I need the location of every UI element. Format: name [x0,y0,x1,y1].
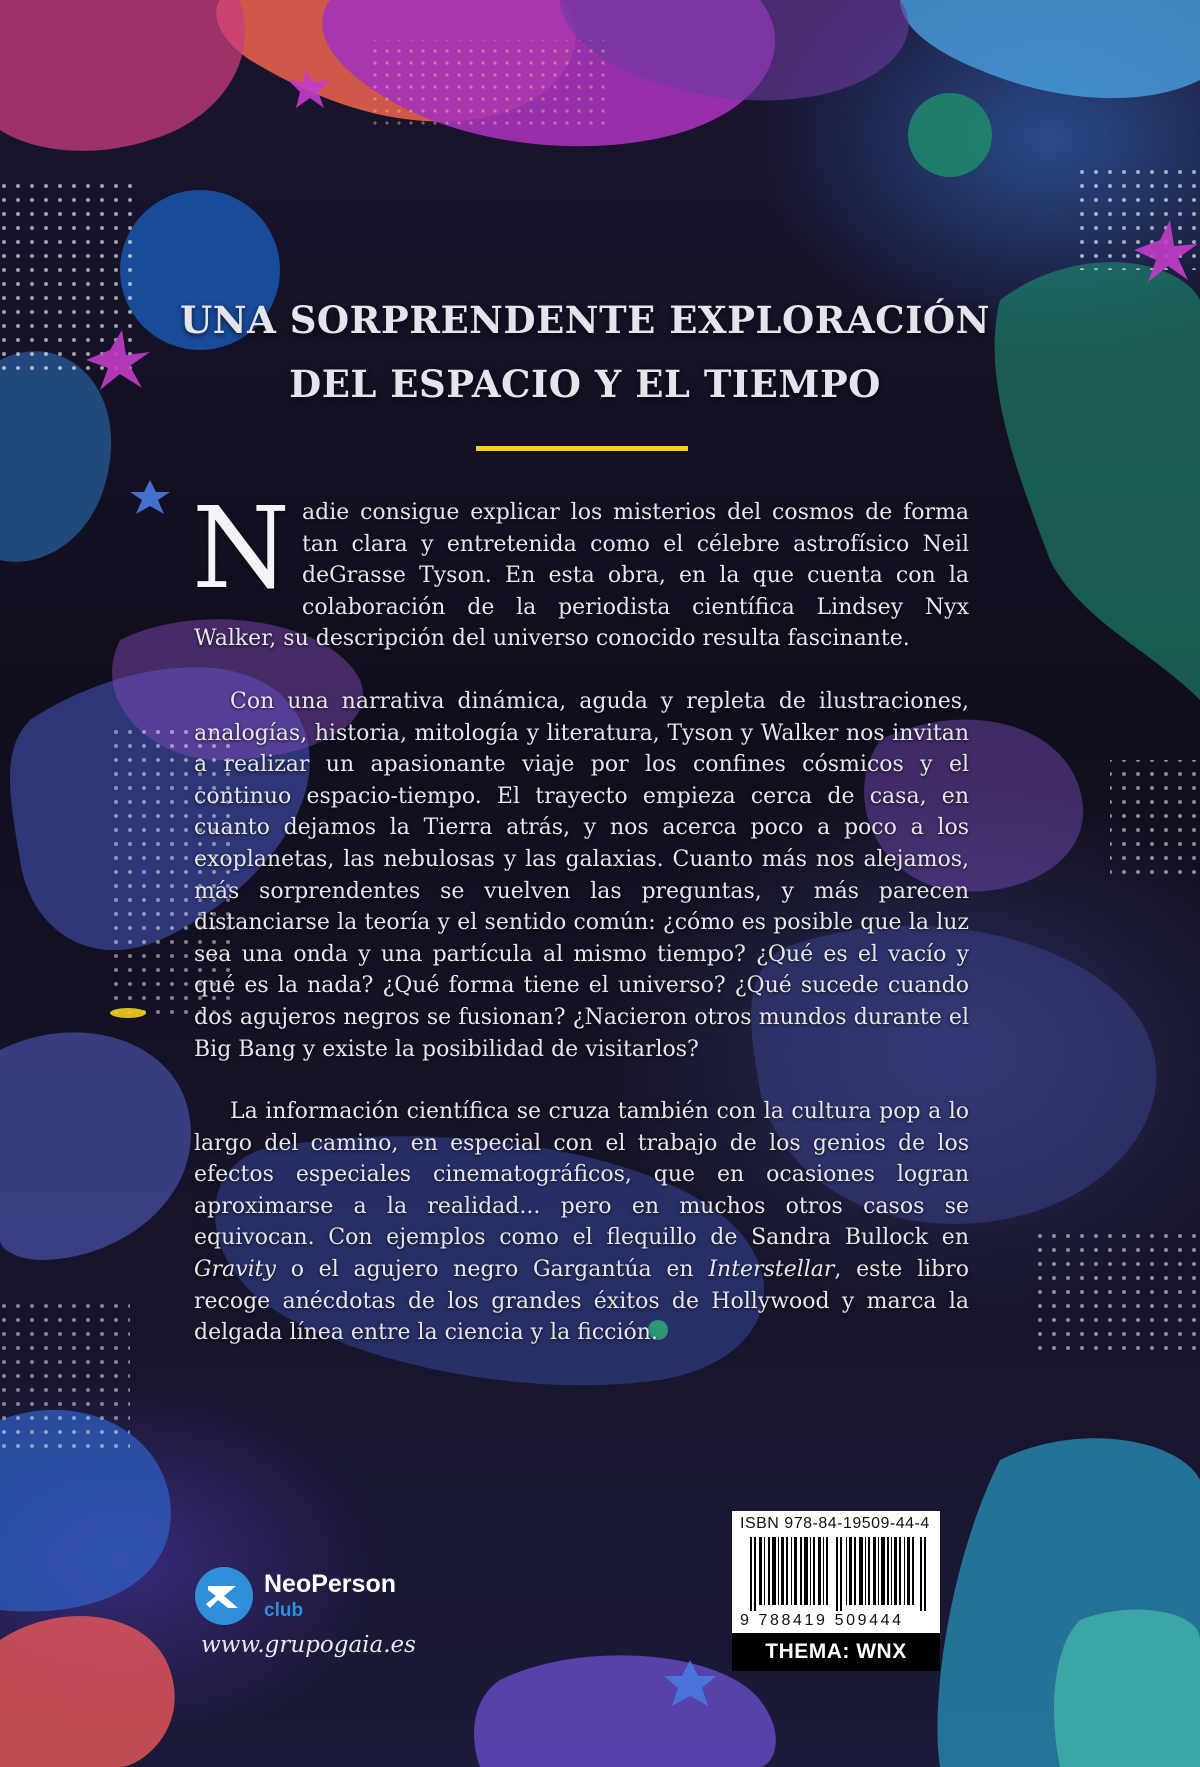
paragraph-3-text-a: La información científica se cruza también con la cultura pop a lo largo del camino, en especial con el trabajo de los genios de los efectos especiales cinematográficos, que en ocasiones logran aproximarse a la realidad... pero en muchos otros casos se equivocan. Con ejemplos como el flequillo de Sandra Bullock en [194,1099,969,1251]
synopsis [192,484,969,1380]
publisher-website: www.grupogaia.es [201,1632,416,1658]
drop-cap: N [192,484,290,614]
isbn-label: ISBN 978-84-19509-44-4 [740,1515,930,1532]
barcode-box [732,1511,940,1633]
thema-code: THEMA: WNX [732,1633,940,1671]
paragraph-1-text: adie consigue explicar los misterios del cosmos de forma tan clara y entretenida como el célebre astrofísico Neil deGrasse Tyson. En esta obra, en la que cuenta con la colaboración de la periodista científica Lindsey Nyx Walker, su descripción del universo conocido resulta fascinante. [194,500,969,652]
neoperson-logo-icon [194,1566,254,1626]
paragraph-2: Con una narrativa dinámica, aguda y repleta de ilustraciones, analogías, historia, mitología y literatura, Tyson y Walker nos invitan a realizar un apasionante viaje por los confines cósmicos y el continuo espacio-tiempo. El trayecto empieza cerca de casa, en cuanto dejamos la Tierra atrás, y nos acerca poco a poco a los exoplanetas, las nebulosas y las galaxias. Cuanto más nos alejamos, más sorprendentes se vuelven las preguntas, y más parecen distanciarse la teoría y el sentido común: ¿cómo es posible que la luz sea una onda y una partícula al mismo tiempo? ¿Qué es el vacío y qué es la nada? ¿Qué forma tiene el universo? ¿Qué sucede cuando dos agujeros negros se fusionan? ¿Nacieron otros mundos durante el Big Bang y existe la posibilidad de visitarlos? [194,688,969,1062]
paragraph-3-text-b: o el agujero negro Gargantúa en [275,1257,709,1283]
paragraph-3-text-c: , este libro recoge anécdotas de los grandes éxitos de Hollywood y marca la delgada línea entre la ciencia y la ficción. [194,1257,969,1346]
publisher-sub: club [264,1600,304,1621]
publisher-name: NeoPerson [264,1570,396,1598]
film-title-interstellar: Interstellar [708,1257,835,1283]
barcode-icon [750,1537,930,1611]
accent-rule [476,446,688,451]
paragraph-1 [192,484,969,655]
paragraph-3 [194,1096,969,1349]
headline [0,288,1170,416]
ean-digits: 9 788419 509444 [740,1612,904,1629]
headline-line-1: UNA SORPRENDENTE EXPLORACIÓN [180,298,990,342]
headline-line-2: DEL ESPACIO Y EL TIEMPO [289,362,881,406]
film-title-gravity: Gravity [194,1257,276,1283]
